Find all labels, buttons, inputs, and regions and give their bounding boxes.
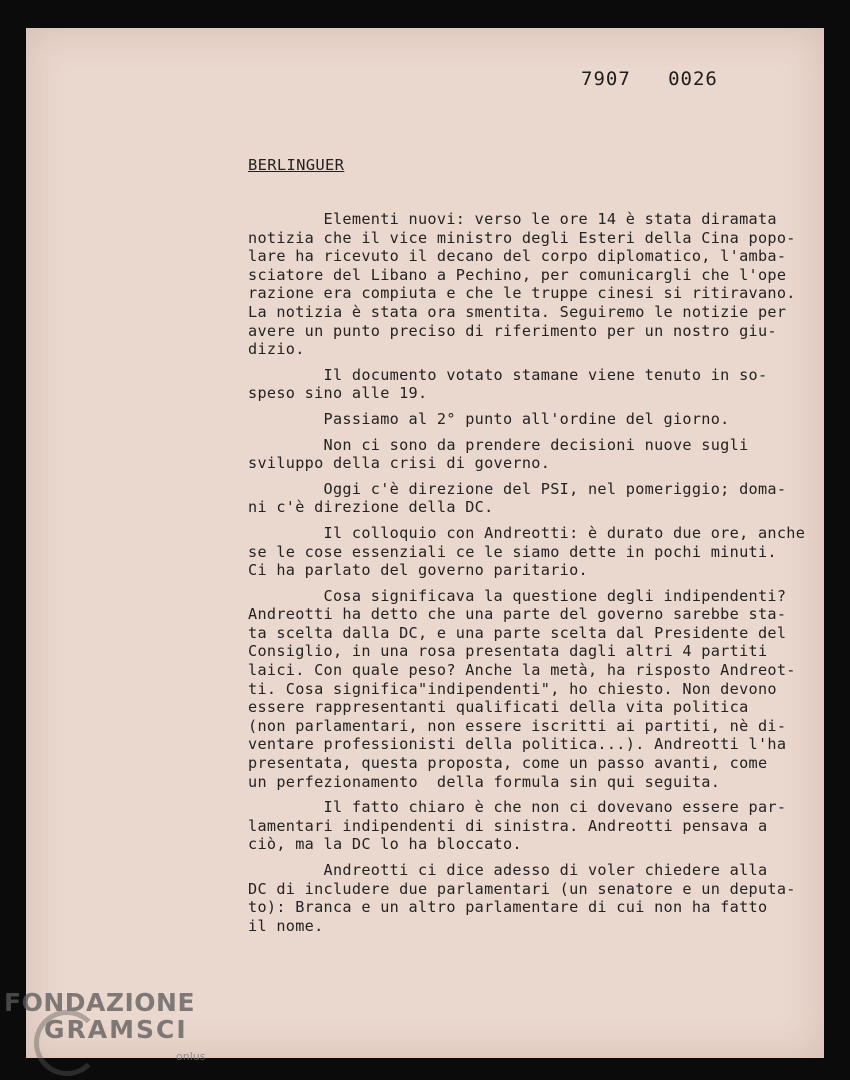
g-logo-icon — [34, 1010, 100, 1076]
paragraph: Elementi nuovi: verso le ore 14 è stata diramata notizia che il vice ministro degli Esteri della Cina popo- lare ha ricevuto il decano del corpo diplomatico, l'amba- sciatore del Libano a Pechino, per comunicargli che l'ope razione era compiuta e che le truppe cinesi si ritiravano. La notizia è stata ora smentita. Seguiremo le notizie per avere un punto preciso di riferimento per un nostro giu- dizio. — [248, 210, 796, 359]
watermark-suffix: onlus — [176, 1050, 206, 1063]
paragraph: Andreotti ci dice adesso di voler chiedere alla DC di includere due parlamentari (un senatore e un deputa- to): Branca e un altro parlamentare di cui non ha fatto il nome. — [248, 861, 796, 935]
paragraph: Il fatto chiaro è che non ci dovevano essere par- lamentari indipendenti di sinistra. Andreotti pensava a ciò, ma la DC lo ha bloccato. — [248, 798, 787, 854]
document-number: 7907 0026 — [581, 68, 718, 90]
document-page — [26, 28, 824, 1058]
fondazione-gramsci-watermark — [4, 988, 206, 1063]
paragraph: Cosa significava la questione degli indipendenti? Andreotti ha detto che una parte del governo sarebbe sta- ta scelta dalla DC, e una parte scelta dal Presidente del Consiglio, in una rosa presentata dagli altri 4 partiti laici. Con quale peso? Anche la metà, ha risposto Andreot- ti. Cosa significa"indipendenti", ho chiesto. Non devono essere rappresentanti qualificati della vita politica (non parlamentari, non essere iscritti ai partiti, nè di- ventare professionisti della politica...). Andreotti l'ha presentata, questa proposta, come un passo avanti, come un perfezionamento della formula sin qui seguita. — [248, 586, 796, 791]
watermark-line2: GRAMSCI — [44, 1015, 188, 1044]
paragraph: Il colloquio con Andreotti: è durato due ore, anche se le cose essenziali ce le siamo dette in pochi minuti. Ci ha parlato del governo paritario. — [248, 523, 806, 580]
document-body — [248, 210, 823, 942]
document-heading: BERLINGUER — [248, 156, 345, 174]
paragraph: Il documento votato stamane viene tenuto in so- speso sino alle 19. — [248, 365, 768, 403]
paragraph: Oggi c'è direzione del PSI, nel pomeriggio; doma- ni c'è direzione della DC. — [248, 479, 787, 517]
paragraph: Non ci sono da prendere decisioni nuove sugli sviluppo della crisi di governo. — [248, 435, 749, 473]
paragraph: Passiamo al 2° punto all'ordine del giorno. — [248, 409, 730, 428]
watermark-line1: FONDAZIONE — [4, 988, 196, 1017]
